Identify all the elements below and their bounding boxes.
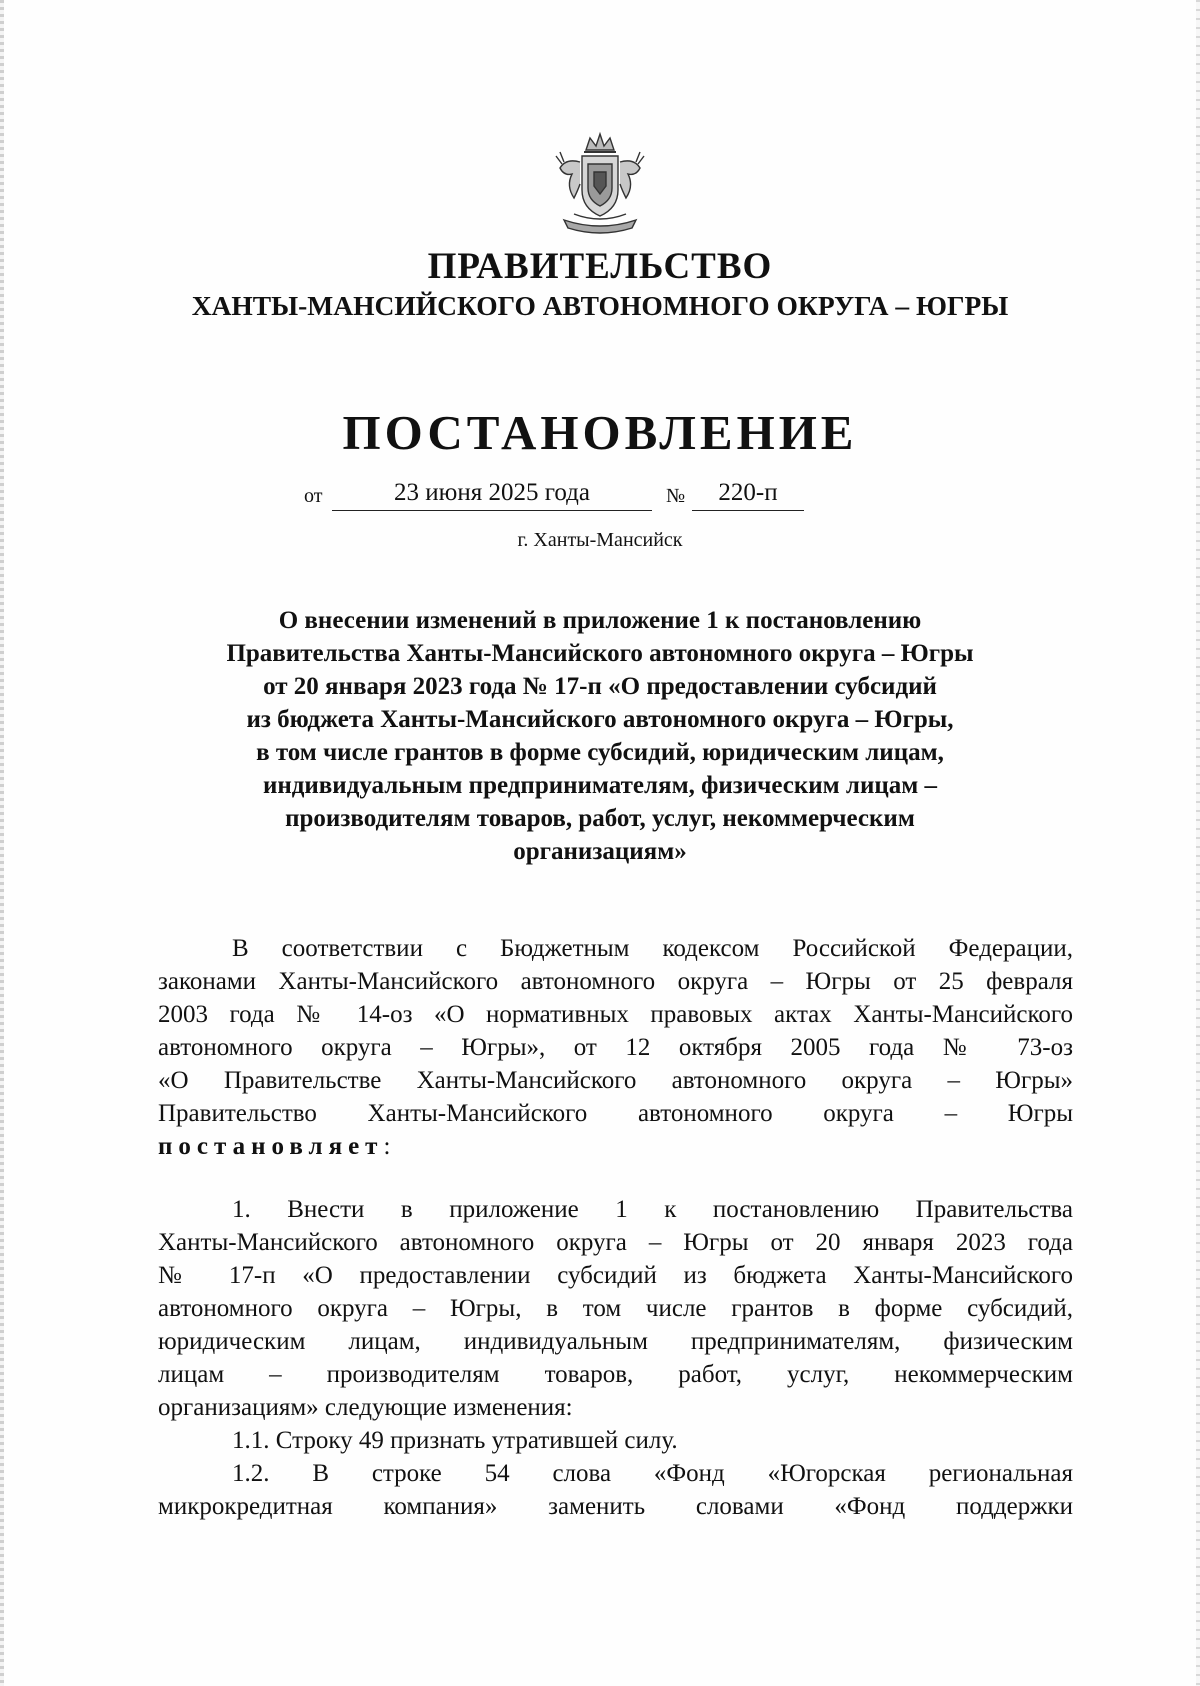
body-line: автономного округа – Югры», от 12 октября 2005 года № 73-оз bbox=[158, 1034, 1073, 1061]
heading-line: производителям товаров, работ, услуг, некоммерческим bbox=[285, 805, 915, 832]
item-1-1-line: 1.1. Строку 49 признать утратившей силу. bbox=[232, 1427, 678, 1454]
heading-line: от 20 января 2023 года № 17-п «О предоставлении субсидий bbox=[263, 673, 937, 700]
body-line: лицам – производителям товаров, работ, услуг, некоммерческим bbox=[158, 1361, 1073, 1388]
document-heading bbox=[150, 604, 1050, 868]
document-type: ПОСТАНОВЛЕНИЕ bbox=[342, 405, 858, 460]
body-line: юридическим лицам, индивидуальным предпринимателям, физическим bbox=[158, 1328, 1073, 1355]
coat-of-arms-emblem bbox=[544, 128, 656, 236]
body-line: Правительство Ханты-Мансийского автономного округа – Югры bbox=[158, 1100, 1073, 1127]
body-line: Ханты-Мансийского автономного округа – Югры от 20 января 2023 года bbox=[158, 1229, 1073, 1256]
heading-line: организациям» bbox=[513, 838, 687, 865]
body-line: 1.2. В строке 54 слова «Фонд «Югорская региональная bbox=[232, 1460, 1073, 1487]
heading-line: О внесении изменений в приложение 1 к постановлению bbox=[278, 607, 922, 634]
city-line: г. Ханты-Мансийск bbox=[517, 529, 683, 551]
resolves-word: постановляет bbox=[158, 1133, 384, 1160]
resolves-colon: : bbox=[383, 1133, 391, 1160]
body-line: «О Правительстве Ханты-Мансийского автономного округа – Югры» bbox=[158, 1067, 1073, 1094]
government-title: ПРАВИТЕЛЬСТВО bbox=[427, 246, 773, 287]
heading-line: в том числе грантов в форме субсидий, юридическим лицам, bbox=[256, 739, 944, 766]
body-line: 2003 года № 14-оз «О нормативных правовых актах Ханты-Мансийского bbox=[158, 1001, 1073, 1028]
body-line: № 17-п «О предоставлении субсидий из бюджета Ханты-Мансийского bbox=[158, 1262, 1073, 1289]
date-prefix: от bbox=[304, 485, 323, 507]
heading-line: из бюджета Ханты-Мансийского автономного округа – Югры, bbox=[246, 706, 954, 733]
heading-line: индивидуальным предпринимателям, физическим лицам – bbox=[262, 772, 938, 799]
body-line: организациям» следующие изменения: bbox=[158, 1394, 573, 1421]
body-line: автономного округа – Югры, в том числе грантов в форме субсидий, bbox=[158, 1295, 1073, 1322]
number-prefix: № bbox=[666, 485, 686, 507]
item-1-paragraph bbox=[158, 1193, 1073, 1523]
region-title: ХАНТЫ-МАНСИЙСКОГО АВТОНОМНОГО ОКРУГА – ЮГРЫ bbox=[191, 290, 1009, 321]
body-line: микрокредитная компания» заменить словами «Фонд поддержки bbox=[158, 1493, 1073, 1520]
body-line: законами Ханты-Мансийского автономного округа – Югры от 25 февраля bbox=[158, 968, 1073, 995]
resolves-line bbox=[158, 1130, 1073, 1163]
heading-line: Правительства Ханты-Мансийского автономного округа – Югры bbox=[226, 640, 974, 667]
date-field: 23 июня 2025 года bbox=[332, 478, 652, 511]
body-line: 1. Внести в приложение 1 к постановлению Правительства bbox=[232, 1196, 1073, 1223]
body-line: В соответствии с Бюджетным кодексом Российской Федерации, bbox=[232, 935, 1073, 962]
number-field: 220-п bbox=[692, 478, 804, 511]
date-number-row bbox=[0, 478, 1200, 514]
preamble-paragraph bbox=[158, 932, 1073, 1163]
